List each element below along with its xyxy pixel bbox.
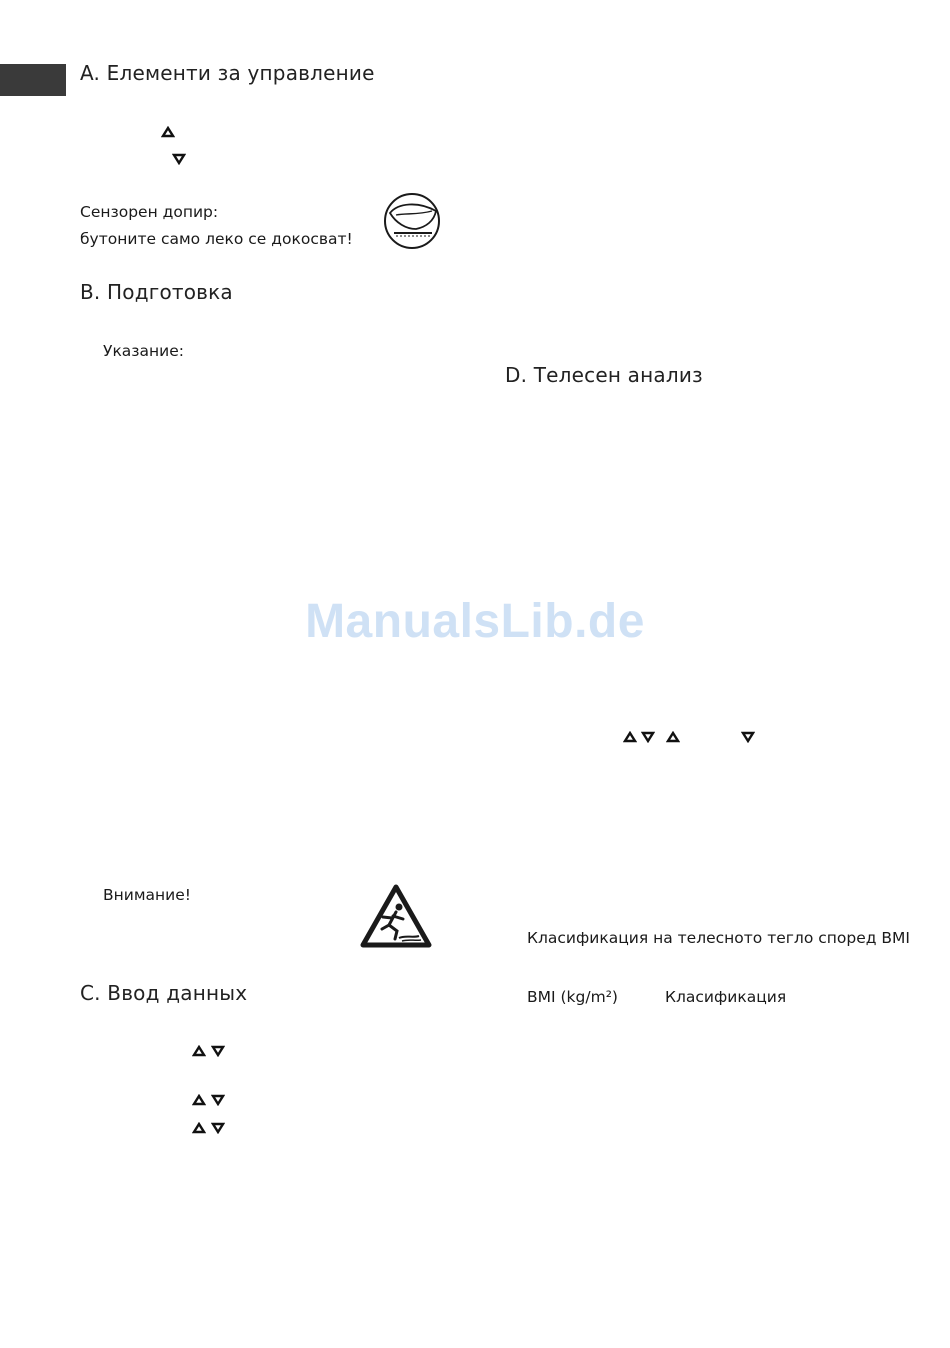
bmi-table-title: Класификация на телесното тегло според BMI [527,929,910,947]
section-c-heading: C. Ввод данных [80,981,248,1005]
slip-warning-icon [359,883,433,949]
warning-label: Внимание! [103,886,191,904]
touch-note-line1: Сензорен допир: [80,203,219,221]
section-a-heading: A. Елементи за управление [80,61,375,85]
watermark: ManualsLib.de [305,595,645,648]
section-d-heading: D. Телесен анализ [505,363,703,387]
classification-column-header: Класификация [665,988,787,1006]
up-arrow-icon [623,731,637,743]
touch-note-line2: бутоните само леко се докосват! [80,230,353,248]
up-arrow-icon [666,731,680,743]
down-arrow-icon [211,1045,225,1057]
down-arrow-icon [641,731,655,743]
down-arrow-icon [211,1122,225,1134]
bmi-column-header: BMI (kg/m²) [527,988,618,1006]
up-arrow-icon [192,1122,206,1134]
down-arrow-icon [172,153,186,165]
section-tab-marker [0,64,66,96]
up-arrow-icon [161,126,175,138]
note-label: Указание: [103,342,185,360]
section-b-heading: B. Подготовка [80,280,233,304]
touch-finger-icon [382,191,442,251]
down-arrow-icon [211,1094,225,1106]
down-arrow-icon [741,731,755,743]
up-arrow-icon [192,1094,206,1106]
up-arrow-icon [192,1045,206,1057]
